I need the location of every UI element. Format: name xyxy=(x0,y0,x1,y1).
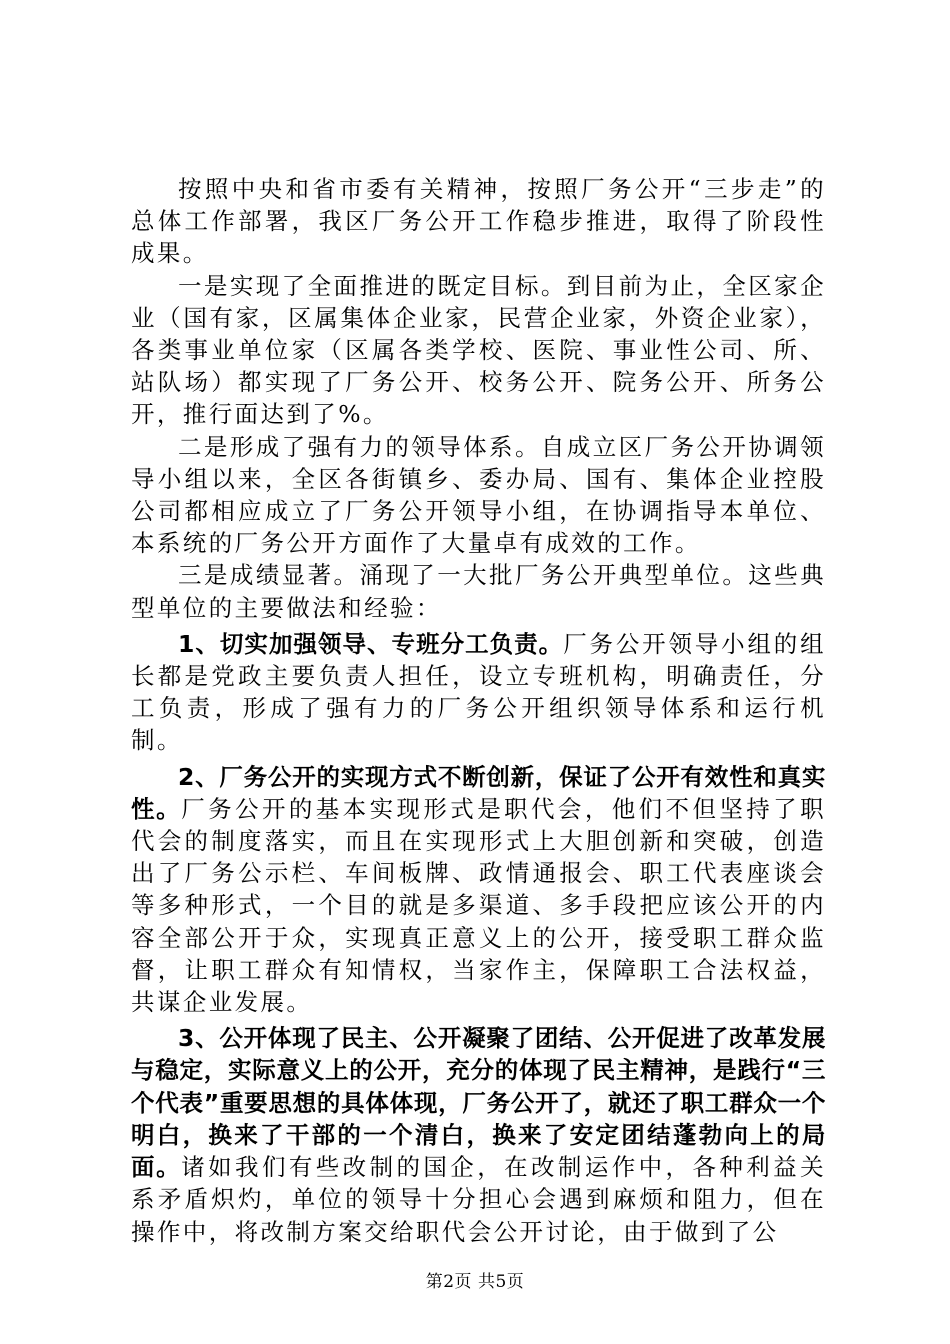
paragraph-text: 厂务公开的基本实现形式是职代会，他们不但坚持了职代会的制度落实，而且在实现形式上大胆创新和突破，创造出了厂务公示栏、车间板牌、政情通报会、职工代表座谈会等多种形式，一个目的就是多渠道、多手段把应该公开的内容全部公开于众，实现真正意义上的公开，接受职工群众监督，让职工群众有知情权，当家作主，保障职工合法权益，共谋企业发展。 xyxy=(131,794,826,1017)
paragraph-experience-2 xyxy=(131,761,826,1019)
paragraph-text: 三是成绩显著。涌现了一大批厂务公开典型单位。这些典型单位的主要做法和经验： xyxy=(131,561,826,622)
page-footer xyxy=(0,1272,950,1292)
paragraph-experience-1 xyxy=(131,628,826,757)
paragraph-point-one xyxy=(131,270,826,431)
paragraph-experience-3 xyxy=(131,1022,826,1247)
paragraph-text: 二是形成了强有力的领导体系。自成立区厂务公开协调领导小组以来，全区各街镇乡、委办局、国有、集体企业控股公司都相应成立了厂务公开领导小组，在协调指导本单位、本系统的厂务公开方面作了大量卓有成效的工作。 xyxy=(131,432,826,558)
paragraph-text: 厂务公开领导小组的组长都是党政主要负责人担任，设立专班机构，明确责任，分工负责，形成了强有力的厂务公开组织领导体系和运行机制。 xyxy=(131,629,826,755)
document-body xyxy=(131,173,826,1248)
paragraph-text: 一是实现了全面推进的既定目标。到目前为止，全区家企业（国有家，区属集体企业家，民营企业家，外资企业家），各类事业单位家（区属各类学校、医院、事业性公司、所、站队场）都实现了厂务公开、校务公开、院务公开、所务公开，推行面达到了%。 xyxy=(131,271,826,429)
paragraph-heading: 1、切实加强领导、专班分工负责。 xyxy=(178,629,564,658)
paragraph-heading: 3、公开体现了民主、公开凝聚了团结、公开促进了改革发展与稳定，实际意义上的公开，充分的体现了民主精神，是践行“三个代表”重要思想的具体体现，厂务公开了，就还了职工群众一个明白，换来了干部的一个清白，换来了安定团结蓬勃向上的局面。 xyxy=(131,1024,826,1182)
page-number-label: 第2页 共5页 xyxy=(425,1272,525,1292)
paragraph-point-three xyxy=(131,559,826,623)
paragraph-text: 按照中央和省市委有关精神，按照厂务公开“三步走”的总体工作部署，我区厂务公开工作稳步推进，取得了阶段性成果。 xyxy=(131,175,826,268)
paragraph-text: 诸如我们有些改制的国企，在改制运作中，各种利益关系矛盾炽灼，单位的领导十分担心会遇到麻烦和阻力，但在操作中，将改制方案交给职代会公开讨论，由于做到了公 xyxy=(131,1153,826,1246)
paragraph-heading: 2、厂务公开的实现方式不断创新，保证了公开有效性和真实性。 xyxy=(131,762,826,823)
paragraph-point-two xyxy=(131,431,826,560)
paragraph-intro xyxy=(131,173,826,270)
